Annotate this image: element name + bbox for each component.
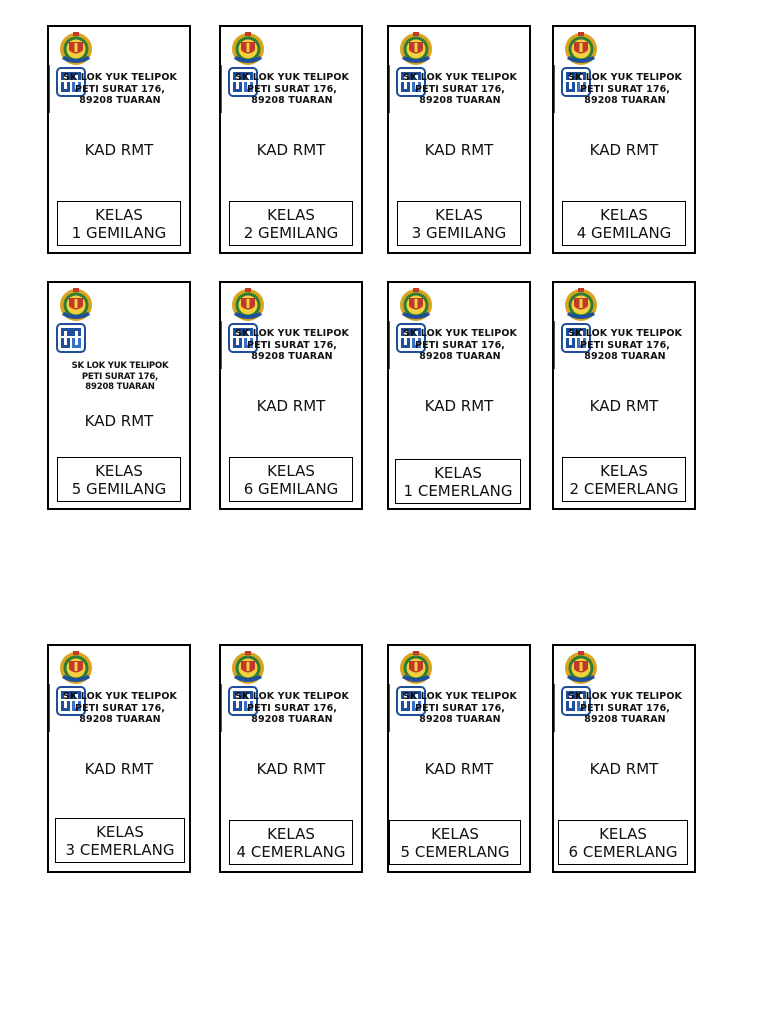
school-name: SK LOK YUK TELIPOK bbox=[568, 691, 682, 702]
kelas-label: KELAS bbox=[267, 205, 315, 224]
school-crest-icon bbox=[563, 31, 599, 67]
school-name: SK LOK YUK TELIPOK bbox=[403, 72, 517, 83]
kelas-label: KELAS bbox=[95, 205, 143, 224]
address-line-1: PETI SURAT 176, bbox=[580, 339, 670, 351]
rmt-card bbox=[552, 644, 696, 873]
address-line-2: 89208 TUARAN bbox=[251, 351, 333, 362]
class-name: 3 GEMILANG bbox=[411, 223, 507, 242]
kelas-label: KELAS bbox=[600, 461, 648, 480]
class-box bbox=[229, 820, 353, 865]
divider bbox=[389, 321, 390, 369]
address-line-2: 89208 TUARAN bbox=[251, 714, 333, 725]
school-address bbox=[397, 691, 523, 726]
class-box bbox=[229, 201, 353, 246]
class-box bbox=[389, 820, 521, 865]
divider bbox=[49, 684, 50, 732]
school-crest-icon bbox=[230, 287, 266, 323]
class-box bbox=[397, 201, 521, 246]
address-line-1: PETI SURAT 176, bbox=[580, 702, 670, 714]
address-line-1: PETI SURAT 176, bbox=[75, 83, 165, 95]
school-name: SK LOK YUK TELIPOK bbox=[403, 328, 517, 339]
card-title: KAD RMT bbox=[424, 141, 494, 159]
address-line-1: PETI SURAT 176, bbox=[415, 339, 505, 351]
school-name: SK LOK YUK TELIPOK bbox=[568, 328, 682, 339]
school-address bbox=[397, 72, 523, 107]
class-box bbox=[395, 459, 521, 504]
class-box bbox=[562, 201, 686, 246]
address-line-2: 89208 TUARAN bbox=[419, 95, 501, 106]
class-box bbox=[57, 201, 181, 246]
school-crest-icon bbox=[563, 287, 599, 323]
class-name: 5 CEMERLANG bbox=[400, 842, 510, 861]
divider bbox=[554, 321, 555, 369]
address-line-1: PETI SURAT 176, bbox=[247, 702, 337, 714]
school-address bbox=[229, 328, 355, 363]
divider bbox=[221, 684, 222, 732]
rmt-card bbox=[387, 25, 531, 254]
divider bbox=[389, 65, 390, 113]
card-title: KAD RMT bbox=[84, 412, 154, 430]
kelas-label: KELAS bbox=[95, 461, 143, 480]
address-line-2: 89208 TUARAN bbox=[251, 95, 333, 106]
rmt-card bbox=[219, 644, 363, 873]
school-address bbox=[562, 328, 688, 363]
card-title: KAD RMT bbox=[256, 141, 326, 159]
divider bbox=[389, 684, 390, 732]
card-title: KAD RMT bbox=[84, 141, 154, 159]
rmt-card bbox=[47, 644, 191, 873]
card-title: KAD RMT bbox=[256, 760, 326, 778]
school-name: SK LOK YUK TELIPOK bbox=[63, 691, 177, 702]
school-crest-icon bbox=[58, 31, 94, 67]
school-address bbox=[397, 328, 523, 363]
address-line-2: 89208 TUARAN bbox=[584, 95, 666, 106]
school-badge-icon bbox=[56, 323, 86, 353]
class-name: 4 CEMERLANG bbox=[236, 842, 346, 861]
rmt-card bbox=[387, 644, 531, 873]
school-crest-icon bbox=[230, 650, 266, 686]
kelas-label: KELAS bbox=[600, 205, 648, 224]
address-line-2: 89208 TUARAN bbox=[584, 714, 666, 725]
rmt-card bbox=[552, 281, 696, 510]
address-line-1: PETI SURAT 176, bbox=[415, 83, 505, 95]
class-name: 1 CEMERLANG bbox=[403, 481, 513, 500]
class-box bbox=[562, 457, 686, 502]
divider bbox=[221, 65, 222, 113]
class-box bbox=[55, 818, 185, 863]
rmt-card bbox=[47, 25, 191, 254]
school-address bbox=[57, 691, 183, 726]
kelas-label: KELAS bbox=[431, 824, 479, 843]
kelas-label: KELAS bbox=[434, 463, 482, 482]
class-name: 4 GEMILANG bbox=[576, 223, 672, 242]
school-crest-icon bbox=[563, 650, 599, 686]
card-title: KAD RMT bbox=[256, 397, 326, 415]
rmt-card bbox=[219, 281, 363, 510]
school-name: SK LOK YUK TELIPOK bbox=[568, 72, 682, 83]
class-name: 2 CEMERLANG bbox=[569, 479, 679, 498]
school-crest-icon bbox=[398, 31, 434, 67]
divider bbox=[554, 684, 555, 732]
school-name: SK LOK YUK TELIPOK bbox=[403, 691, 517, 702]
school-crest-icon bbox=[398, 650, 434, 686]
school-address bbox=[229, 72, 355, 107]
card-title: KAD RMT bbox=[589, 141, 659, 159]
kelas-label: KELAS bbox=[96, 822, 144, 841]
class-box bbox=[229, 457, 353, 502]
divider bbox=[49, 65, 50, 113]
address-line-2: 89208 TUARAN bbox=[79, 95, 161, 106]
school-name: SK LOK YUK TELIPOK bbox=[235, 72, 349, 83]
school-name: SK LOK YUK TELIPOK bbox=[235, 691, 349, 702]
class-name: 6 CEMERLANG bbox=[568, 842, 678, 861]
address-line-2: 89208 TUARAN bbox=[584, 351, 666, 362]
school-crest-icon bbox=[398, 287, 434, 323]
school-crest-icon bbox=[58, 650, 94, 686]
address-line-1: PETI SURAT 176, bbox=[81, 371, 159, 382]
school-address bbox=[57, 72, 183, 107]
kelas-label: KELAS bbox=[435, 205, 483, 224]
school-name: SK LOK YUK TELIPOK bbox=[63, 72, 177, 83]
address-line-1: PETI SURAT 176, bbox=[415, 702, 505, 714]
card-title: KAD RMT bbox=[589, 760, 659, 778]
school-crest-icon bbox=[230, 31, 266, 67]
card-title: KAD RMT bbox=[84, 760, 154, 778]
school-address bbox=[562, 72, 688, 107]
address-line-1: PETI SURAT 176, bbox=[580, 83, 670, 95]
class-name: 3 CEMERLANG bbox=[65, 840, 175, 859]
address-line-1: PETI SURAT 176, bbox=[75, 702, 165, 714]
school-name: SK LOK YUK TELIPOK bbox=[235, 328, 349, 339]
card-title: KAD RMT bbox=[424, 397, 494, 415]
rmt-card bbox=[387, 281, 531, 510]
school-name: SK LOK YUK TELIPOK bbox=[71, 361, 169, 371]
kelas-label: KELAS bbox=[267, 461, 315, 480]
kelas-label: KELAS bbox=[267, 824, 315, 843]
school-crest-icon bbox=[58, 287, 94, 323]
rmt-card bbox=[47, 281, 191, 510]
address-line-1: PETI SURAT 176, bbox=[247, 339, 337, 351]
class-box bbox=[57, 457, 181, 502]
card-title: KAD RMT bbox=[424, 760, 494, 778]
address-line-2: 89208 TUARAN bbox=[85, 382, 155, 392]
address-line-2: 89208 TUARAN bbox=[419, 714, 501, 725]
class-box bbox=[558, 820, 688, 865]
address-line-2: 89208 TUARAN bbox=[419, 351, 501, 362]
rmt-card bbox=[219, 25, 363, 254]
class-name: 5 GEMILANG bbox=[71, 479, 167, 498]
divider bbox=[221, 321, 222, 369]
kelas-label: KELAS bbox=[599, 824, 647, 843]
class-name: 6 GEMILANG bbox=[243, 479, 339, 498]
address-line-2: 89208 TUARAN bbox=[79, 714, 161, 725]
class-name: 1 GEMILANG bbox=[71, 223, 167, 242]
card-title: KAD RMT bbox=[589, 397, 659, 415]
school-address bbox=[229, 691, 355, 726]
school-address bbox=[57, 361, 183, 393]
rmt-card bbox=[552, 25, 696, 254]
class-name: 2 GEMILANG bbox=[243, 223, 339, 242]
divider bbox=[554, 65, 555, 113]
school-address bbox=[562, 691, 688, 726]
address-line-1: PETI SURAT 176, bbox=[247, 83, 337, 95]
